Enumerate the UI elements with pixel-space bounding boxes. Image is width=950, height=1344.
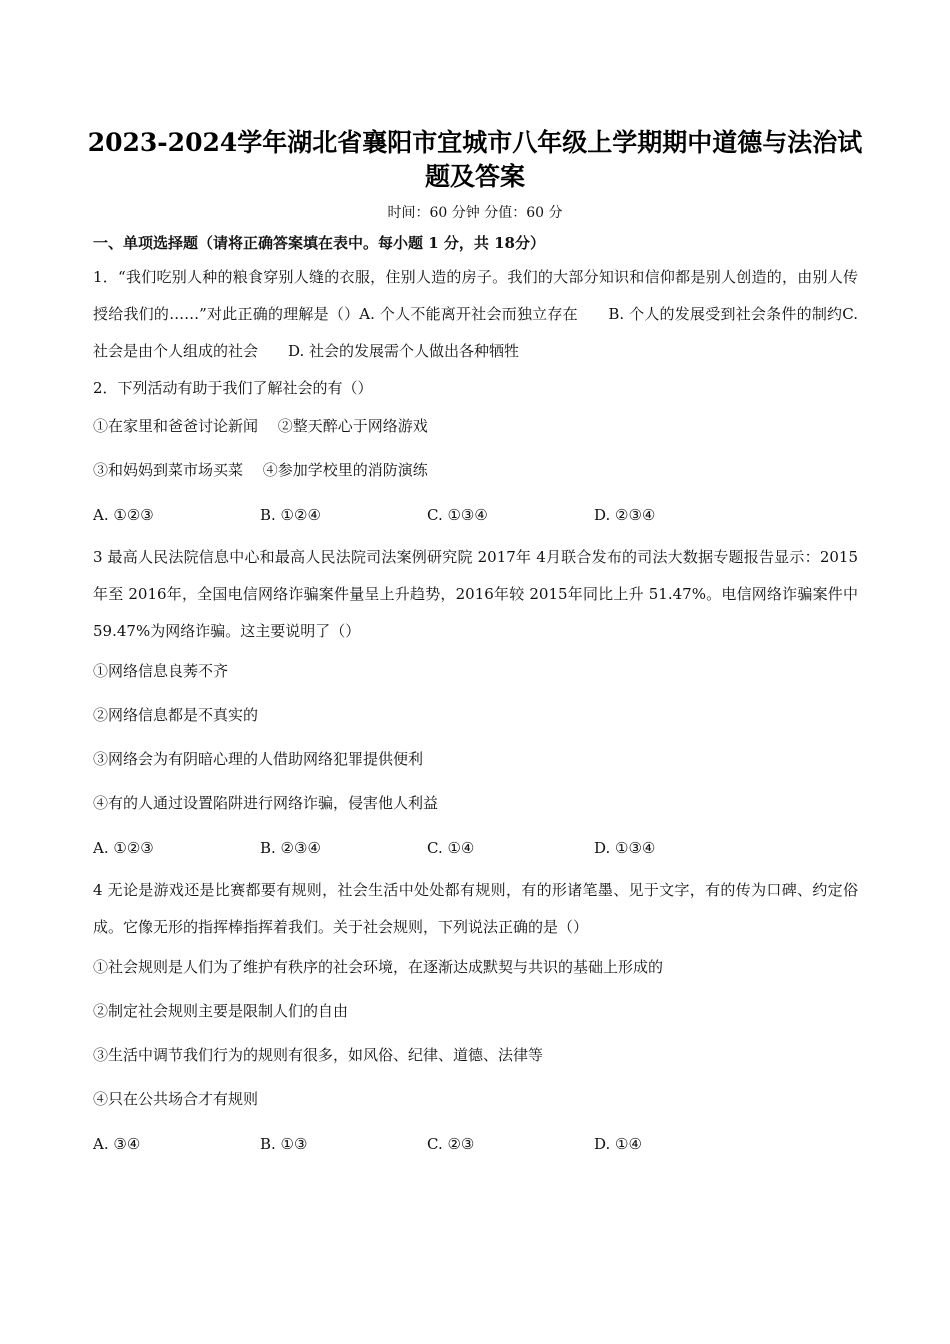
question-2-item: ③和妈妈到菜市场买菜 ④参加学校里的消防演练	[93, 461, 428, 479]
question-4-item: ④只在公共场合才有规则	[93, 1090, 259, 1108]
question-3: 3 最高人民法院信息中心和最高人民法院司法案例研究院 2017年 4月联合发布的司法大数据专题报告显示：2015年至 2016年，全国电信网络诈骗案件量呈上升趋势，2016年较 2015年同比上升 51.47%。电信网络诈骗案件中 59.47%为网络诈骗。这主要说明了（）	[93, 548, 858, 640]
question-2-option-b: B. ①②④	[260, 506, 321, 524]
page-title-line1: 2023-2024学年湖北省襄阳市宜城市八年级上学期期中道德与法治试	[87, 128, 863, 157]
question-3-option-d: D. ①③④	[594, 839, 656, 857]
question-4-item: ③生活中调节我们行为的规则有很多，如风俗、纪律、道德、法律等	[93, 1046, 544, 1064]
question-3-item: ④有的人通过设置陷阱进行网络诈骗，侵害他人利益	[93, 794, 439, 812]
question-2-option-d: D. ②③④	[594, 506, 656, 524]
question-3-item: ②网络信息都是不真实的	[93, 706, 259, 724]
question-3-item: ③网络会为有阴暗心理的人借助网络犯罪提供便利	[93, 750, 424, 768]
page-title-line2: 题及答案	[424, 162, 525, 191]
question-2-option-c: C. ①③④	[427, 506, 488, 524]
question-4-item: ②制定社会规则主要是限制人们的自由	[93, 1002, 349, 1020]
question-2-stem: 2．下列活动有助于我们了解社会的有（）	[93, 379, 373, 397]
question-2-item: ①在家里和爸爸讨论新闻 ②整天醉心于网络游戏	[93, 417, 428, 435]
question-4: 4 无论是游戏还是比赛都要有规则，社会生活中处处都有规则，有的形诸笔墨、见于文字，有的传为口碑、约定俗成。它像无形的指挥棒指挥着我们。关于社会规则，下列说法正确的是（）	[93, 881, 858, 936]
section-heading: 一、单项选择题（请将正确答案填在表中。每小题 1 分，共 18分）	[93, 234, 545, 252]
question-1: 1．“我们吃别人种的粮食穿别人缝的衣服，住别人造的房子。我们的大部分知识和信仰都是别人创造的，由别人传授给我们的……”对此正确的理解是（）A. 个人不能离开社会而独立存在 B. 个人的发展受到社会条件的制约C. 社会是由个人组成的社会 D. 社会的发展需个人做出各种牺牲	[93, 268, 858, 360]
question-3-option-b: B. ②③④	[260, 839, 321, 857]
question-3-option-c: C. ①④	[427, 839, 475, 857]
question-3-option-a: A. ①②③	[93, 839, 154, 857]
question-4-item: ①社会规则是人们为了维护有秩序的社会环境，在逐渐达成默契与共识的基础上形成的	[93, 958, 664, 976]
question-4-option-d: D. ①④	[594, 1135, 642, 1153]
question-3-item: ①网络信息良莠不齐	[93, 662, 229, 680]
question-2-option-a: A. ①②③	[93, 506, 154, 524]
question-4-option-b: B. ①③	[260, 1135, 308, 1153]
exam-meta: 时间：60 分钟 分值：60 分	[387, 205, 563, 221]
question-4-option-a: A. ③④	[93, 1135, 141, 1153]
question-4-option-c: C. ②③	[427, 1135, 475, 1153]
